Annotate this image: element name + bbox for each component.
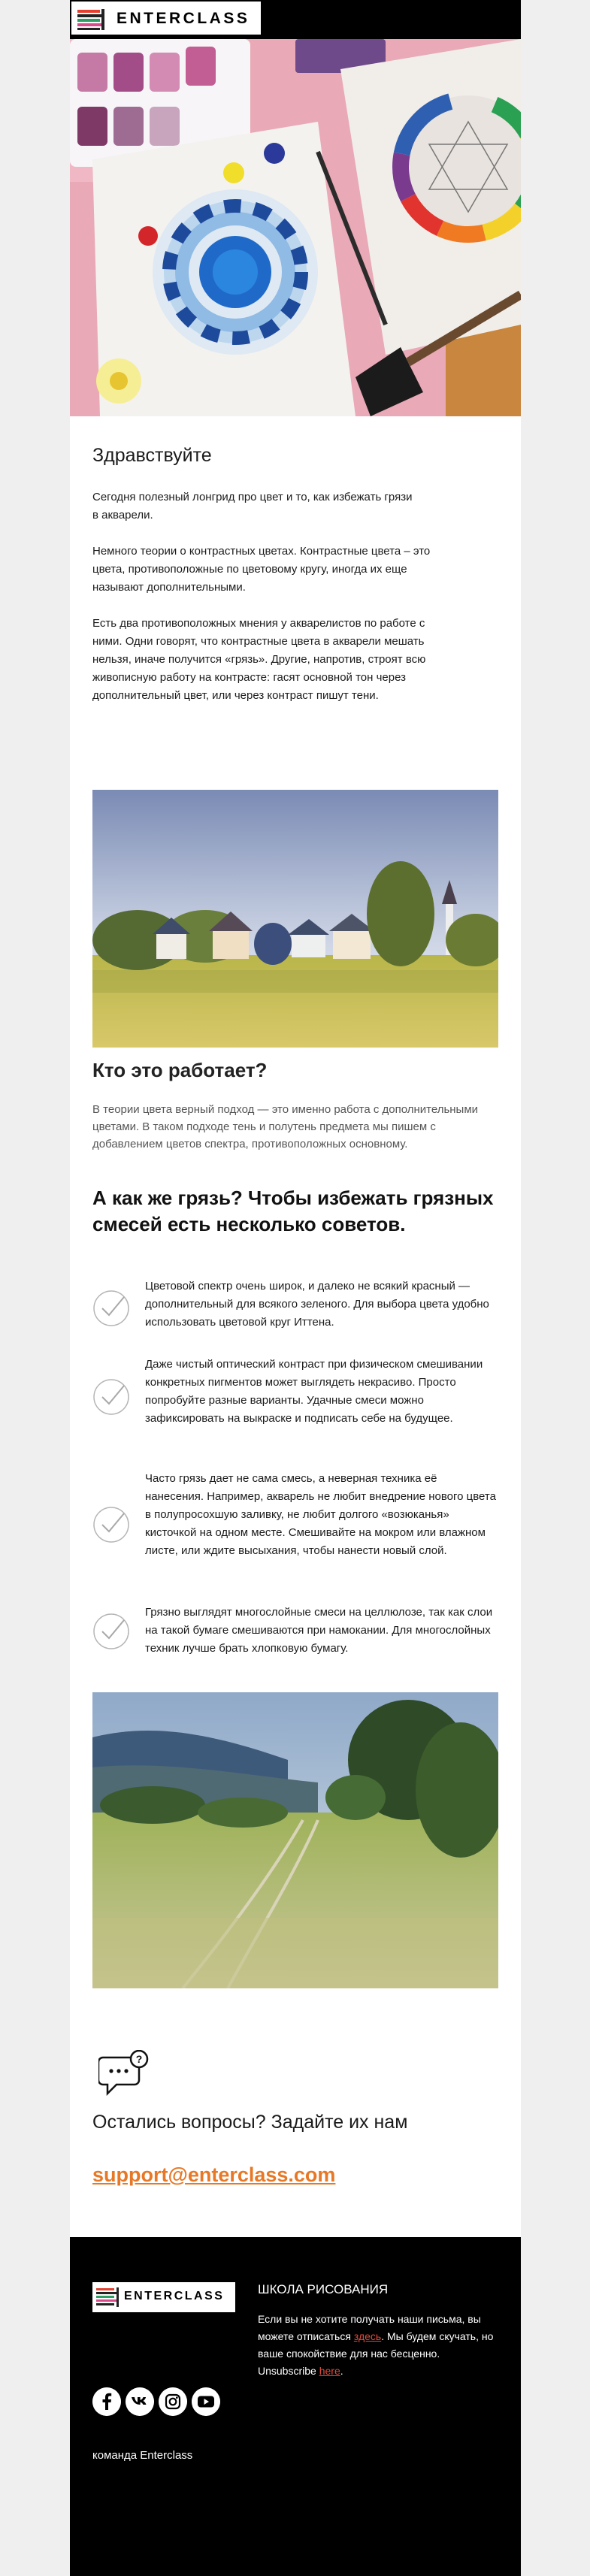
tip-item <box>92 1470 498 1560</box>
greeting: Здравствуйте <box>92 445 212 466</box>
header-bar <box>70 0 521 39</box>
intro-paragraph: Сегодня полезный лонгрид про цвет и то, как избежать грязи в акварели. <box>92 491 413 522</box>
unsubscribe-text-part: Если вы не хотите получать наши письма, вы можете отписаться <box>258 2313 481 2342</box>
logo-stripes-icon <box>95 2287 120 2308</box>
section-paragraph: В теории цвета верный подход — это именно работа с дополнительными цветами. В таком подходе тень и полутень предмета мы пишем с добавлением цветов спектра, противоположных основному. <box>92 1103 479 1150</box>
brand-name: ENTERCLASS <box>116 10 250 27</box>
hero-image <box>70 39 521 416</box>
section-heading: Кто это работает? <box>92 1059 268 1081</box>
brand-logo[interactable] <box>70 0 262 36</box>
footer-logo[interactable] <box>92 2282 235 2312</box>
tips-heading: А как же грязь? Чтобы избежать грязных смесей есть несколько советов. <box>92 1187 494 1235</box>
tip-text: Часто грязь дает не сама смесь, а неверная техника её нанесения. Например, акварель не любит внедрение нового цвета в полупросохшую заливку, не любит долгого «возюканья» кисточкой на одном месте. Смешивайте на мокром или влажном листе, или ждите высыхания, чтобы нанести новый слой. <box>145 1472 496 1557</box>
unsubscribe-link-en[interactable]: here <box>319 2365 340 2377</box>
support-email-link[interactable]: support@enterclass.com <box>92 2163 336 2186</box>
footer-brand-name: ENTERCLASS <box>124 2290 225 2302</box>
unsubscribe-text <box>258 2311 498 2380</box>
unsubscribe-link-ru[interactable]: здесь <box>353 2330 382 2342</box>
village-watercolor-image <box>92 790 498 1048</box>
school-title: ШКОЛА РИСОВАНИЯ <box>258 2282 389 2296</box>
tip-text: Даже чистый оптический контраст при физическом смешивании конкретных пигментов может выглядеть некрасиво. Просто попробуйте разные варианты. Удачные смеси можно зафиксировать на выкраске и подписать себе на будущее. <box>145 1358 483 1425</box>
tip-item <box>92 1604 498 1664</box>
tip-text: Цветовой спектр очень широк, и далеко не всякий красный — дополнительный для всякого зеленого. Для выбора цвета удобно использовать цветовой круг Иттена. <box>145 1280 489 1329</box>
questions-heading: Остались вопросы? Задайте их нам <box>92 2112 408 2133</box>
check-icon <box>92 1378 130 1416</box>
tip-item <box>92 1356 498 1431</box>
instagram-icon[interactable] <box>159 2387 187 2416</box>
tip-item <box>92 1277 498 1338</box>
svg-text:?: ? <box>135 2053 143 2065</box>
facebook-icon[interactable] <box>92 2387 121 2416</box>
check-icon <box>92 1613 130 1650</box>
unsubscribe-text-part: . Мы будем скучать, но ваше спокойствие для нас бесценно. Unsubscribe <box>258 2330 494 2377</box>
intro-paragraph: Есть два противоположных мнения у акварелистов по работе с ними. Одни говорят, что контрастные цвета в акварели мешать нельзя, иначе получится «грязь». Другие, напротив, строят всю живописную работу на контрасте: гасят основной тон через дополнительный цвет, или через контраст пишут тени. <box>92 617 426 702</box>
vk-icon[interactable] <box>126 2387 154 2416</box>
youtube-icon[interactable] <box>192 2387 220 2416</box>
intro-paragraph: Немного теории о контрастных цветах. Контрастные цвета – это цвета, противоположные по цветовому кругу, иногда их еще называют дополнительными. <box>92 545 431 594</box>
logo-stripes-icon <box>76 8 106 32</box>
email-body <box>70 0 521 2576</box>
tip-text: Грязно выглядят многослойные смеси на целлюлозе, так как слои на такой бумаге смешиваются при намокании. Для многослойных техник лучше брать хлопковую бумагу. <box>145 1606 493 1655</box>
unsubscribe-text-part: . <box>340 2365 343 2377</box>
landscape-watercolor-image <box>92 1692 498 1988</box>
footer <box>70 2237 521 2576</box>
team-signature: команда Enterclass <box>92 2449 193 2462</box>
check-icon <box>92 1290 130 1327</box>
check-icon <box>92 1506 130 1543</box>
chat-question-icon <box>98 2050 151 2100</box>
